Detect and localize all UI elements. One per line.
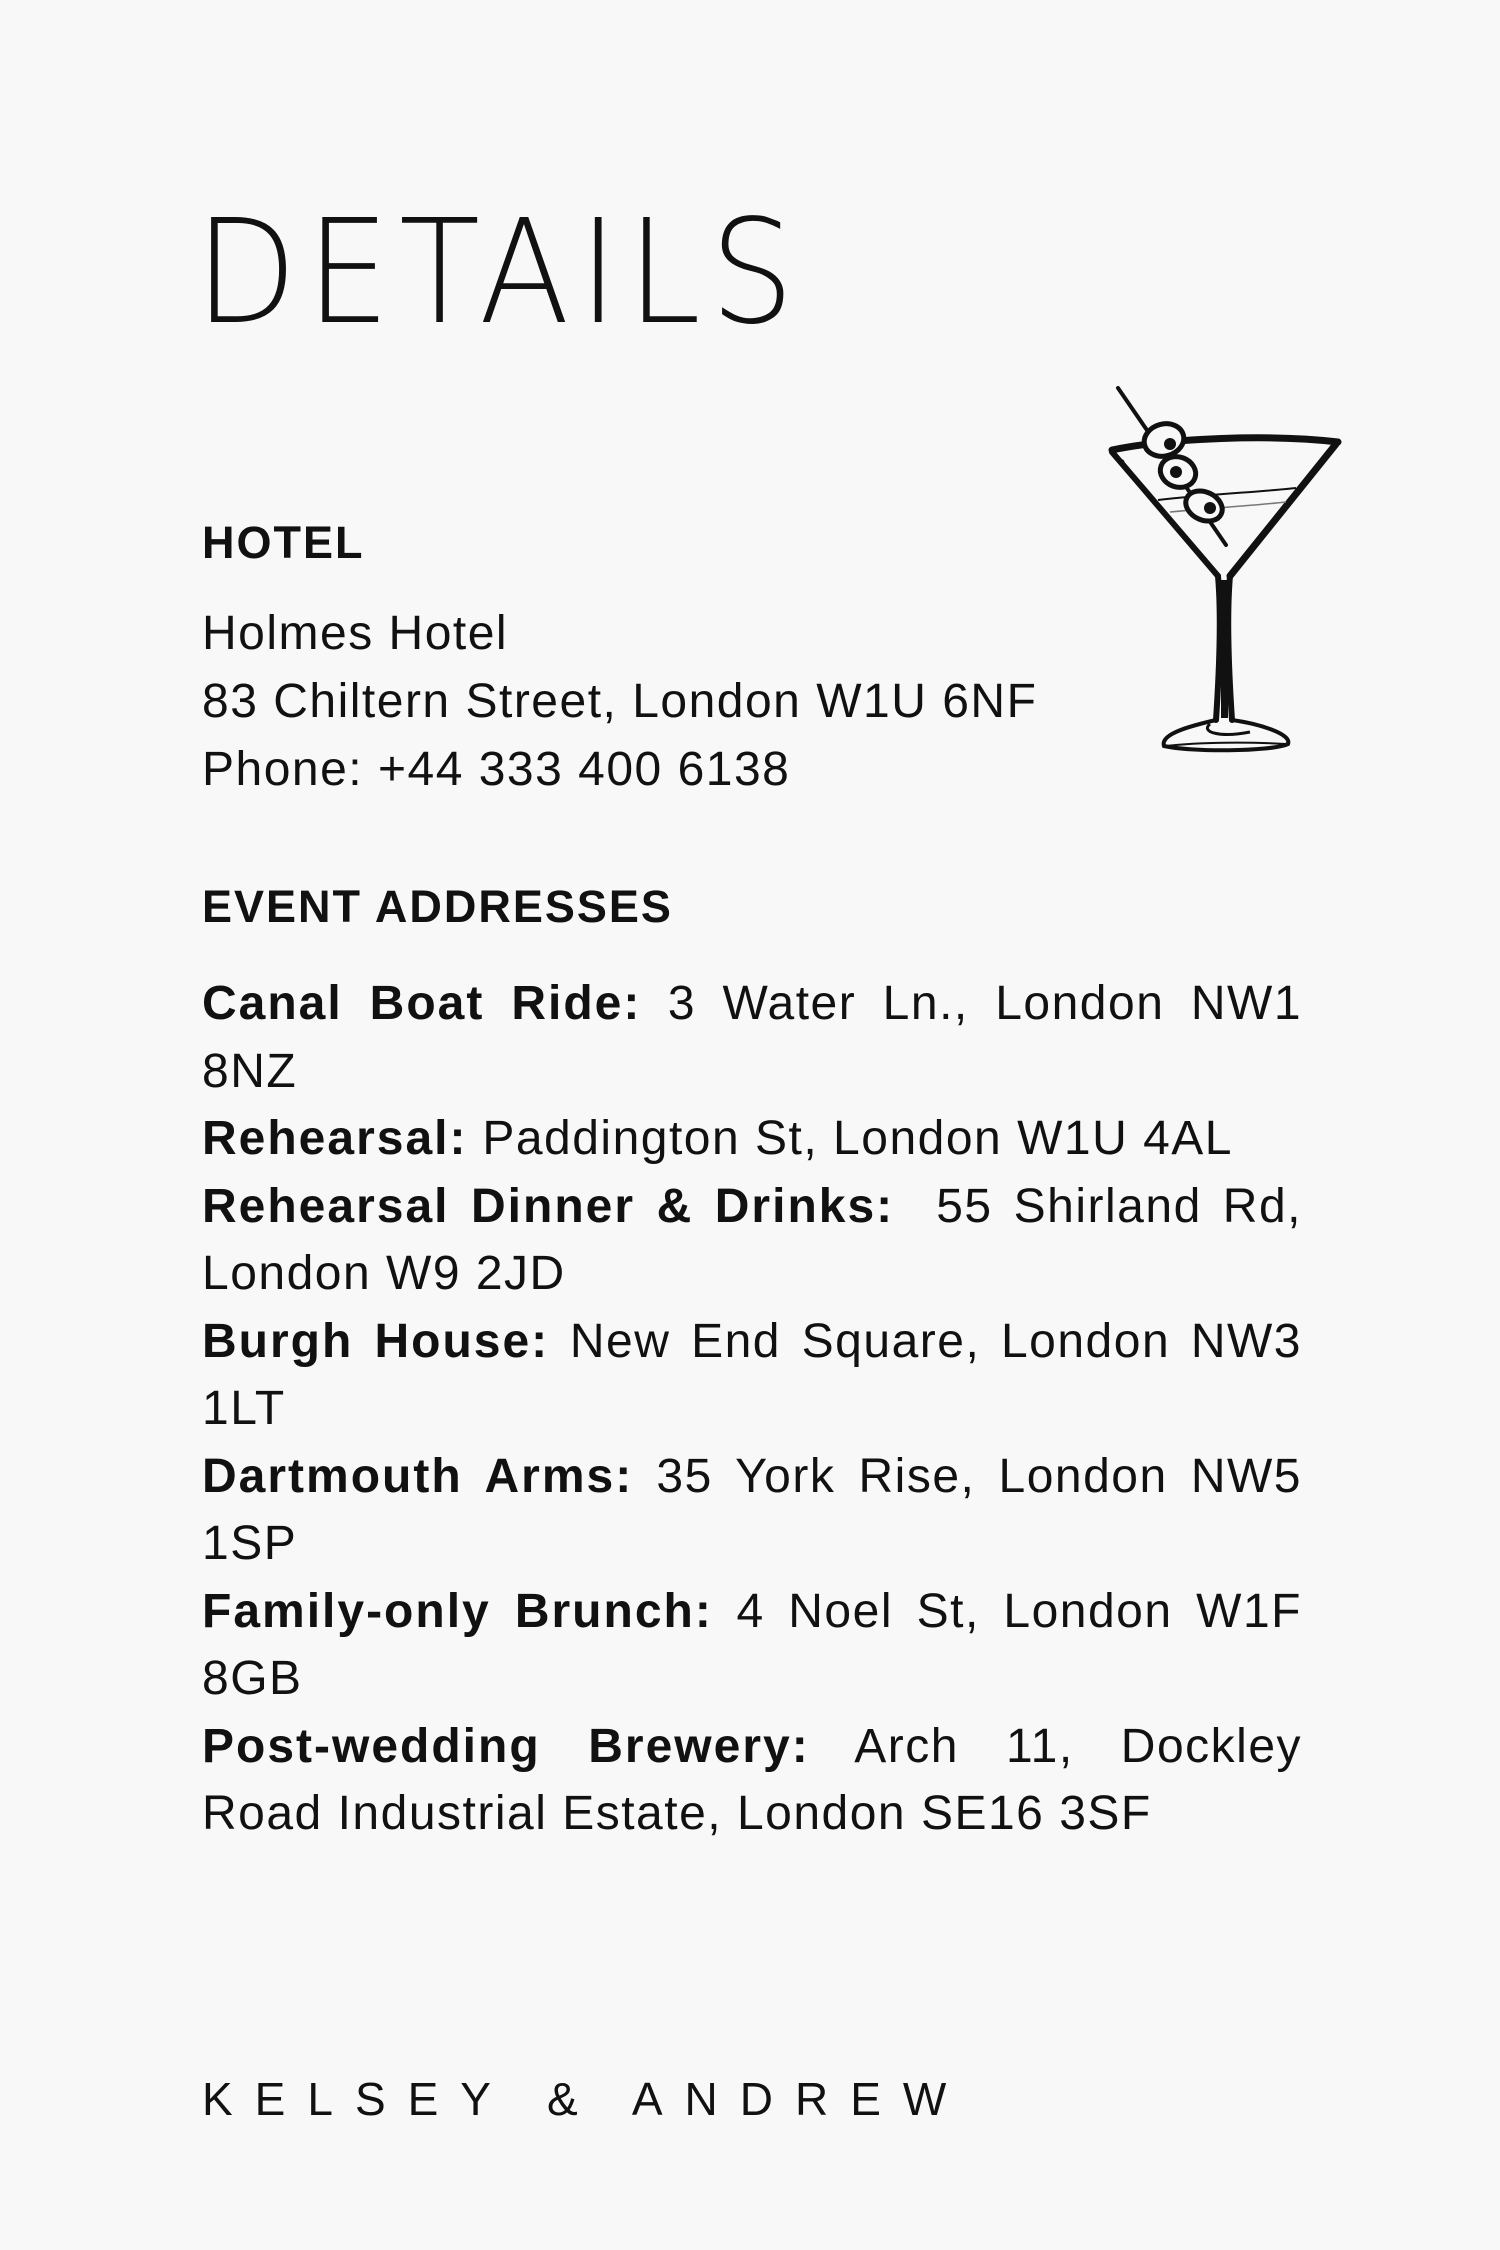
martini-glass-icon	[1100, 380, 1350, 760]
event-rehearsal	[202, 1105, 1302, 1173]
event-burgh-house	[202, 1308, 1302, 1443]
event-name: Family-only Brunch:	[202, 1584, 713, 1638]
event-post-wedding-brewery	[202, 1713, 1302, 1848]
hotel-phone: Phone: +44 333 400 6138	[202, 743, 791, 796]
event-canal-boat-ride	[202, 970, 1302, 1105]
event-addresses-list	[202, 970, 1302, 1848]
page-title: DETAILS	[195, 188, 804, 356]
hotel-address: 83 Chiltern Street, London W1U 6NF	[202, 675, 1038, 728]
hotel-heading: HOTEL	[202, 517, 365, 568]
event-name: Canal Boat Ride:	[202, 977, 642, 1030]
event-address: 3 Water Ln., London NW1 8NZ	[202, 977, 1303, 1098]
event-name: Dartmouth Arms:	[202, 1449, 634, 1503]
event-name: Post-wedding Brewery:	[202, 1719, 810, 1773]
event-name: Rehearsal:	[202, 1112, 468, 1165]
event-name: Rehearsal Dinner & Drinks:	[202, 1179, 895, 1233]
event-address: New End Square, London NW3 1LT	[202, 1314, 1302, 1435]
event-address: Paddington St, London W1U 4AL	[482, 1112, 1233, 1165]
couple-names: KELSEY & ANDREW	[202, 2073, 969, 2125]
event-rehearsal-dinner	[202, 1173, 1302, 1308]
event-address: Arch 11, Dockley Road Industrial Estate, London SE16 3SF	[202, 1719, 1303, 1840]
event-address: 4 Noel St, London W1F 8GB	[202, 1584, 1303, 1705]
hotel-info	[202, 600, 1037, 804]
hotel-name: Holmes Hotel	[202, 607, 509, 660]
event-address: 35 York Rise, London NW5 1SP	[202, 1449, 1303, 1570]
event-dartmouth-arms	[202, 1443, 1302, 1578]
event-name: Burgh House:	[202, 1314, 550, 1368]
event-family-brunch	[202, 1578, 1302, 1713]
event-address: 55 Shirland Rd, London W9 2JD	[202, 1179, 1303, 1300]
event-addresses-heading: EVENT ADDRESSES	[202, 881, 673, 932]
